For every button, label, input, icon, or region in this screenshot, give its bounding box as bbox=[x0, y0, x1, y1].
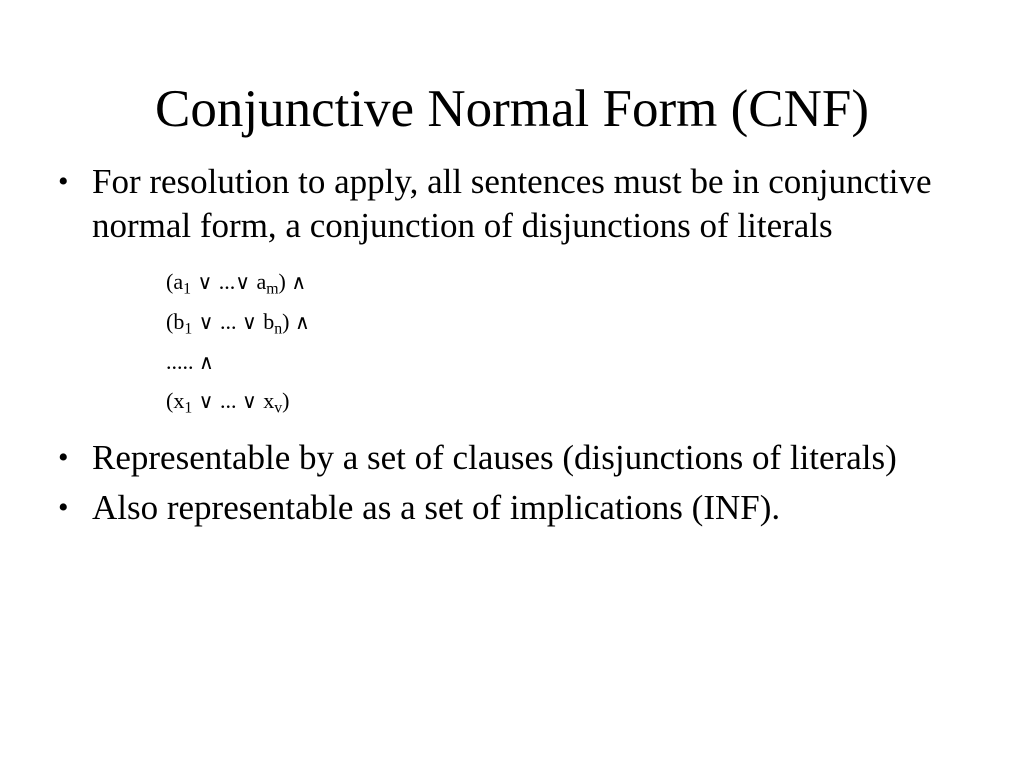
formula-ellipsis: ... bbox=[219, 309, 242, 335]
formula-line bbox=[166, 263, 988, 303]
page-title: Conjunctive Normal Form (CNF) bbox=[155, 79, 869, 138]
formula-ellipsis: ... bbox=[219, 387, 242, 413]
formula-line bbox=[166, 382, 988, 422]
or-operator: ∨ bbox=[235, 269, 257, 294]
formula-open: (x bbox=[166, 387, 185, 413]
bullet-marker: • bbox=[58, 165, 69, 198]
or-operator: ∨ bbox=[241, 388, 264, 413]
list-item bbox=[58, 486, 988, 530]
list-item bbox=[58, 436, 988, 480]
formula-sub: 1 bbox=[183, 280, 192, 298]
formula-sub: 1 bbox=[184, 320, 193, 338]
list-item bbox=[58, 160, 988, 249]
and-operator: ∧ bbox=[291, 269, 307, 294]
formula-sub: n bbox=[274, 320, 283, 338]
or-operator: ∨ bbox=[192, 388, 220, 413]
formula-var: a bbox=[256, 268, 267, 294]
formula-line bbox=[166, 303, 988, 343]
bullet-marker: • bbox=[58, 491, 69, 525]
bullet-text: For resolution to apply, all sentences must be in conjunctive normal form, a conjunction of disjunctions of literals bbox=[92, 162, 932, 246]
formula-var: x bbox=[263, 387, 275, 413]
or-operator: ∨ bbox=[241, 310, 264, 335]
slide-body bbox=[58, 160, 988, 533]
bullet-marker: • bbox=[58, 440, 69, 474]
formula-close: ) bbox=[282, 387, 290, 413]
bullet-text: Representable by a set of clauses (disjunctions of literals) bbox=[92, 437, 897, 477]
formula-open: (a bbox=[166, 268, 184, 294]
and-operator: ∧ bbox=[294, 310, 310, 335]
formula-var: b bbox=[263, 309, 275, 335]
formula-sub: m bbox=[266, 280, 279, 298]
formula-close: ) bbox=[282, 309, 295, 335]
formula-open: (b bbox=[166, 309, 185, 335]
bullet-text: Also representable as a set of implications (INF). bbox=[92, 488, 781, 528]
formula-ellipsis: ... bbox=[218, 268, 236, 294]
or-operator: ∨ bbox=[191, 269, 219, 294]
formula-close: ) bbox=[278, 268, 292, 294]
formula-open: ..... bbox=[166, 349, 199, 375]
formula-sub: 1 bbox=[184, 399, 193, 417]
formula-sub: v bbox=[274, 399, 283, 417]
formula-line bbox=[166, 343, 988, 382]
or-operator: ∨ bbox=[192, 310, 220, 335]
formula-block bbox=[166, 263, 988, 422]
and-operator: ∧ bbox=[199, 350, 214, 375]
